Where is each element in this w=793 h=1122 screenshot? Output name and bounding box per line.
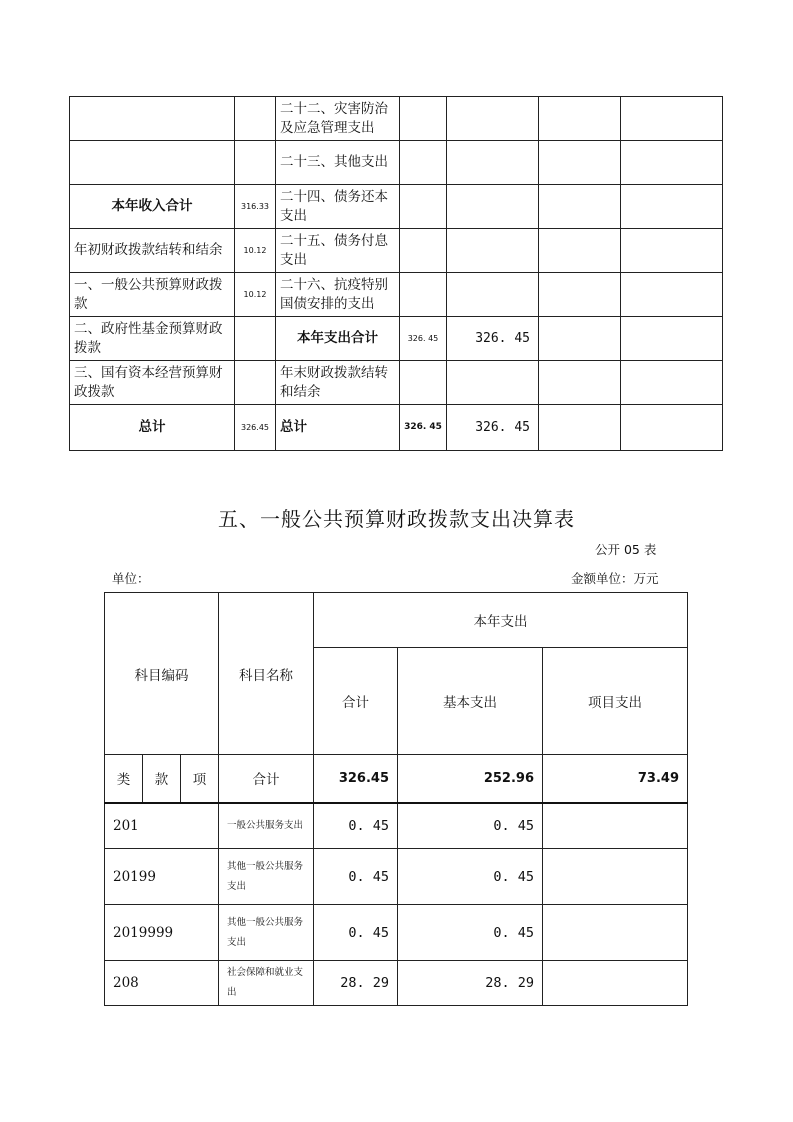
empty-cell [539,141,621,185]
subject-name-cell: 其他一般公共服务支出 [219,849,314,905]
expense-amount-cell: 326. 45 [447,317,539,361]
empty-cell [539,317,621,361]
empty-cell [539,405,621,451]
income-amount-cell [235,97,276,141]
income-expense-summary-table [69,96,723,451]
expense-amount-cell [400,273,447,317]
table-row [70,141,723,185]
expense-amount-cell: 326. 45 [400,405,447,451]
section-header: 款 [143,755,181,803]
income-amount-cell [235,141,276,185]
subject-code-cell: 2019999 [105,905,219,961]
total-cell: 0. 45 [314,905,398,961]
basic-cell: 28. 29 [398,961,543,1006]
income-amount-cell: 326.45 [235,405,276,451]
basic-expenditure-header: 基本支出 [398,648,543,755]
income-item-cell [70,97,235,141]
expense-amount-cell [447,361,539,405]
summary-row [105,755,688,803]
table-row [70,405,723,451]
empty-cell [621,97,723,141]
income-item-cell: 三、国有资本经营预算财政拨款 [70,361,235,405]
table-row [105,905,688,961]
expense-amount-cell [400,361,447,405]
income-amount-cell: 10.12 [235,273,276,317]
empty-cell [539,273,621,317]
header-row [105,593,688,648]
empty-cell [539,97,621,141]
income-amount-cell [235,361,276,405]
empty-cell [539,185,621,229]
expense-item-cell: 二十三、其他支出 [276,141,400,185]
table-row [70,273,723,317]
expense-amount-cell [400,141,447,185]
empty-cell [621,229,723,273]
grand-total-label: 总计 [276,405,400,451]
total-cell: 0. 45 [314,849,398,905]
subject-name-header: 科目名称 [219,593,314,755]
subject-name-cell: 其他一般公共服务支出 [219,905,314,961]
empty-cell [621,361,723,405]
table-row [70,361,723,405]
page-title: 五、一般公共预算财政拨款支出决算表 [218,507,575,531]
unit-label: 单位： [112,571,150,586]
expense-amount-cell [400,97,447,141]
grand-total-label: 总计 [70,405,235,451]
expense-amount-cell [447,97,539,141]
empty-cell [621,317,723,361]
project-cell [543,905,688,961]
basic-cell: 0. 45 [398,905,543,961]
empty-cell [621,273,723,317]
table-id-label: 公开 05 表 [595,542,657,557]
income-item-cell [70,141,235,185]
empty-cell [621,141,723,185]
income-item-cell: 年初财政拨款结转和结余 [70,229,235,273]
sum-project-value: 73.49 [543,755,688,803]
subject-code-cell: 208 [105,961,219,1006]
income-amount-cell: 316.33 [235,185,276,229]
basic-cell: 0. 45 [398,849,543,905]
empty-cell [621,185,723,229]
expense-item-cell: 二十六、抗疫特别国债安排的支出 [276,273,400,317]
subject-name-cell: 社会保障和就业支出 [219,961,314,1006]
table-row [70,229,723,273]
table-row [70,317,723,361]
subject-code-header: 科目编码 [105,593,219,755]
general-budget-expenditure-table [104,592,688,1006]
empty-cell [621,405,723,451]
expense-item-cell: 二十四、债务还本支出 [276,185,400,229]
table-row [105,849,688,905]
expense-total-label: 本年支出合计 [276,317,400,361]
expense-amount-cell [400,185,447,229]
expense-amount-cell [400,229,447,273]
sum-label: 合计 [219,755,314,803]
project-cell [543,849,688,905]
category-header: 类 [105,755,143,803]
sum-basic-value: 252.96 [398,755,543,803]
subject-name-cell: 一般公共服务支出 [219,803,314,849]
item-header: 项 [181,755,219,803]
project-cell [543,803,688,849]
current-year-expenditure-header: 本年支出 [314,593,688,648]
table-row [105,961,688,1006]
expense-amount-cell: 326. 45 [400,317,447,361]
total-cell: 0. 45 [314,803,398,849]
empty-cell [539,229,621,273]
sum-total-value: 326.45 [314,755,398,803]
table-row [105,803,688,849]
income-amount-cell: 10.12 [235,229,276,273]
empty-cell [539,361,621,405]
income-amount-cell [235,317,276,361]
expense-amount-cell [447,273,539,317]
expense-item-cell: 年末财政拨款结转和结余 [276,361,400,405]
currency-unit-label: 金额单位：万元 [571,571,659,586]
subject-code-cell: 201 [105,803,219,849]
basic-cell: 0. 45 [398,803,543,849]
expense-item-cell: 二十二、灾害防治及应急管理支出 [276,97,400,141]
expense-amount-cell [447,141,539,185]
income-item-cell: 二、政府性基金预算财政拨款 [70,317,235,361]
expense-amount-cell [447,229,539,273]
project-expenditure-header: 项目支出 [543,648,688,755]
table-row [70,97,723,141]
expense-amount-cell: 326. 45 [447,405,539,451]
subject-code-cell: 20199 [105,849,219,905]
project-cell [543,961,688,1006]
expense-item-cell: 二十五、债务付息支出 [276,229,400,273]
expense-amount-cell [447,185,539,229]
total-header: 合计 [314,648,398,755]
total-cell: 28. 29 [314,961,398,1006]
table-row [70,185,723,229]
income-item-cell: 一、一般公共预算财政拨款 [70,273,235,317]
income-item-cell: 本年收入合计 [70,185,235,229]
